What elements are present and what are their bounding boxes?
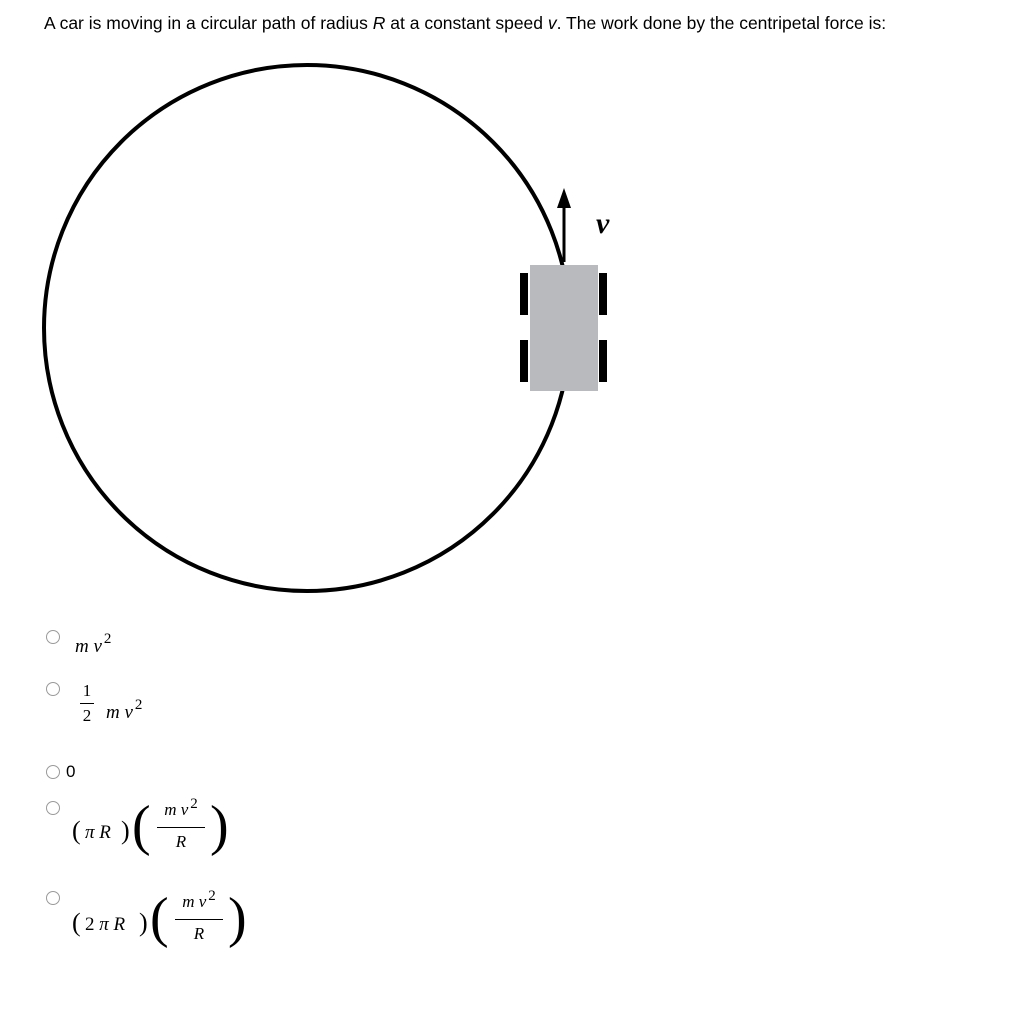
question-part-2: at a constant speed — [385, 13, 548, 33]
answer-option-5[interactable] — [46, 891, 60, 905]
question-part-3: . The work done by the centripetal force is: — [556, 13, 887, 33]
answer-option-1[interactable] — [46, 630, 60, 644]
answer-option-3[interactable] — [46, 765, 60, 779]
opt2-exp: 2 — [134, 697, 143, 713]
radio-option-4[interactable] — [46, 801, 60, 815]
opt5-m: m — [182, 892, 195, 911]
opt4-v: v — [180, 800, 189, 819]
opt1-m: m — [75, 636, 89, 657]
opt5-r: R — [113, 914, 126, 935]
question-part-1: A car is moving in a circular path of radius — [44, 13, 373, 33]
opt4-pi: π — [85, 822, 95, 843]
opt5-den: R — [193, 924, 205, 943]
opt4-big-paren-open: ( — [132, 795, 151, 857]
opt2-m: m — [106, 702, 120, 723]
opt2-fraction-bar — [80, 703, 94, 704]
opt4-paren-close: ) — [121, 816, 130, 845]
wheel-rear-right — [599, 340, 607, 382]
opt5-exp: 2 — [208, 888, 216, 904]
opt4-fraction-bar — [157, 827, 205, 828]
option-3-text: 0 — [66, 762, 76, 781]
answer-option-4[interactable] — [46, 801, 60, 815]
opt2-num: 1 — [82, 681, 92, 700]
opt5-v: v — [198, 892, 207, 911]
option-1-math — [75, 631, 112, 658]
arrow-head-icon — [557, 188, 571, 208]
opt4-big-paren-close: ) — [210, 795, 229, 857]
car-body — [530, 265, 598, 391]
opt4-exp: 2 — [190, 796, 198, 812]
answer-option-2[interactable] — [46, 682, 60, 696]
radio-option-5[interactable] — [46, 891, 60, 905]
opt5-two: 2 — [85, 914, 95, 935]
option-4-fraction — [157, 796, 205, 852]
opt5-big-paren-close: ) — [228, 887, 247, 949]
radio-option-1[interactable] — [46, 630, 60, 644]
opt5-paren-open: ( — [72, 908, 81, 937]
option-5-fraction — [175, 888, 223, 944]
opt2-v: v — [124, 702, 133, 723]
opt1-v: v — [93, 636, 102, 657]
option-2-fraction — [80, 681, 94, 726]
opt4-numerator — [157, 796, 205, 821]
opt5-paren-close: ) — [139, 908, 148, 937]
option-5-two-pi-r — [85, 914, 125, 936]
opt2-den: 2 — [82, 706, 92, 725]
question-var-v: v — [547, 13, 557, 33]
opt5-fraction-bar — [175, 919, 223, 920]
opt1-exp: 2 — [103, 631, 112, 647]
wheel-rear-left — [520, 340, 528, 382]
opt4-den: R — [175, 832, 187, 851]
question-var-r: R — [372, 13, 386, 33]
option-2-math — [106, 697, 143, 724]
circular-path — [44, 65, 570, 591]
opt4-denominator — [157, 832, 205, 852]
opt4-paren-open: ( — [72, 816, 81, 845]
opt5-big-paren-open: ( — [150, 887, 169, 949]
opt4-r: R — [99, 822, 111, 843]
wheel-front-left — [520, 273, 528, 315]
opt5-denominator — [175, 924, 223, 944]
opt5-pi: π — [99, 914, 109, 935]
velocity-label: v — [596, 207, 610, 240]
radio-option-3[interactable] — [46, 765, 60, 779]
option-4-pi-r — [85, 822, 111, 844]
opt5-numerator — [175, 888, 223, 913]
wheel-front-right — [599, 273, 607, 315]
radio-option-2[interactable] — [46, 682, 60, 696]
opt4-m: m — [164, 800, 177, 819]
